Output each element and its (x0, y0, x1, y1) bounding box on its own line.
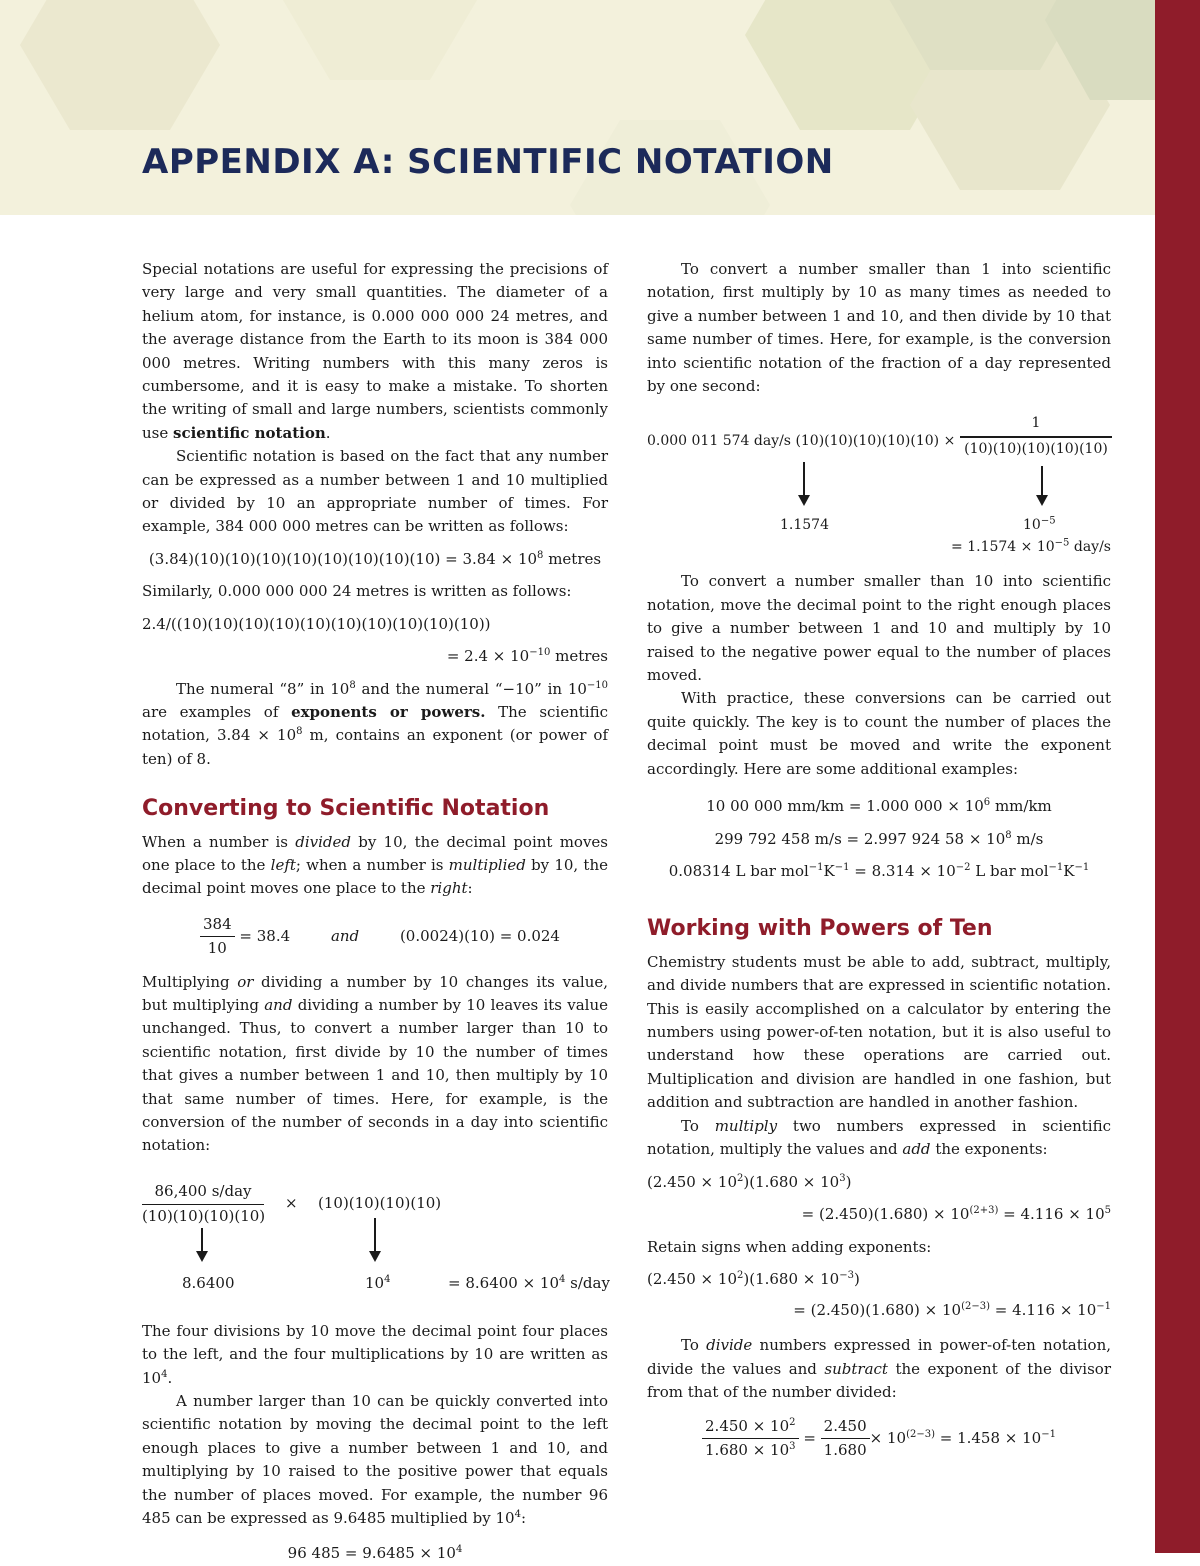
text: The scientific notation, 3.84 × 10 (142, 702, 608, 745)
denominator (702, 1439, 799, 1462)
paragraph: Chemistry students must be able to add, subtract, multiply, and divide numbers that are expressed in scientific notation. This is easily accomplished on a calculator by entering the numbers using power-of-ten notation, but it is also useful to understand how these operations are carried out. Multiplication and division are handled in one fashion, but addition and subtraction are handled in another fashion. (647, 952, 1111, 1112)
fraction-bar (142, 1204, 264, 1205)
text: = 1.458 × 10 (934, 1428, 1042, 1447)
exponent: 8 (349, 679, 356, 691)
fraction (702, 1415, 799, 1463)
text: = 8.314 × 10 (849, 861, 956, 880)
result-value: 8.6400 (182, 1273, 235, 1292)
text: × 10 (869, 1428, 907, 1447)
paragraph (142, 831, 608, 901)
exponent: 5 (1104, 1204, 1111, 1216)
italic-term: and (264, 995, 293, 1014)
equation (142, 645, 608, 668)
italic-term: right (430, 879, 468, 898)
text: ) (853, 1269, 860, 1288)
italic-term: or (237, 972, 254, 991)
division-equation (647, 1415, 1111, 1463)
bold-term: scientific notation (173, 423, 326, 442)
text: The four divisions by 10 move the decimal point four places to the left, and the four multiplications by 10 are written as 10 (142, 1321, 608, 1387)
text: the exponents: (930, 1139, 1048, 1158)
text: dividing a number by 10 leaves its value unchanged. Thus, to convert a number larger than 10 to scientific notation, first divide by 10 the number of times that gives a number between 1 and 10, then multiply by 10 that same number of times. Here, for example, is the conversion of the number of seconds in a day into scientific notation: (142, 995, 608, 1155)
example-equation (647, 828, 1111, 851)
text: = 4.116 × 10 (990, 1301, 1097, 1319)
exponent: −1 (834, 861, 850, 873)
text: = (2.450)(1.680) × 10 (801, 1204, 970, 1223)
text: Multiplying (142, 972, 238, 991)
paragraph: Retain signs when adding exponents: (647, 1238, 932, 1257)
fraction (960, 412, 1112, 461)
bold-term: exponents or powers. (291, 702, 486, 721)
text: = 1.1574 × 10 (951, 539, 1055, 556)
paragraph: Similarly, 0.000 000 000 24 metres is written as follows: (142, 582, 572, 601)
left-expression: 0.000 011 574 day/s (10)(10)(10)(10)(10) × (647, 433, 956, 450)
result-equation (951, 536, 1111, 559)
exponent: −10 (529, 647, 551, 659)
text: (2.450 × 10 (647, 1269, 737, 1288)
result-power (1023, 514, 1056, 537)
text: = (2.450)(1.680) × 10 (793, 1301, 962, 1319)
paragraph (647, 1115, 1111, 1162)
times-sign: × (285, 1193, 298, 1212)
italic-term: divided (295, 832, 351, 851)
result-power (365, 1272, 390, 1295)
numerator: 86,400 s/day (154, 1181, 252, 1200)
paragraph (142, 678, 608, 772)
down-arrow-icon (1036, 466, 1048, 506)
text: numbers expressed in power-of-ten notation, divide the values and (647, 1336, 1111, 1378)
right-column (647, 258, 1111, 1462)
text: mm/km (990, 797, 1052, 816)
text: To (681, 1116, 715, 1135)
text: K (1063, 861, 1075, 880)
text: 96 485 = 9.6485 × 10 (287, 1544, 456, 1563)
exponent: 3 (839, 1173, 846, 1185)
text: 10 (365, 1273, 385, 1292)
exponent: (2+3) (969, 1204, 999, 1216)
text: The numeral “8” in 10 (176, 679, 350, 698)
text: . (167, 1368, 173, 1387)
text: = 4.116 × 10 (998, 1204, 1105, 1223)
text: ) (845, 1173, 852, 1192)
exponent: (2−3) (906, 1428, 935, 1440)
italic-term: and (330, 926, 360, 945)
paragraph: With practice, these conversions can be carried out quite quickly. The key is to count the number of places the decimal point must be moved and write the exponent accordingly. Here are some additional examples: (647, 689, 1111, 778)
result-equation (448, 1272, 610, 1295)
text: and the numeral “−10” in 10 (355, 679, 587, 698)
left-column (142, 258, 608, 1566)
exponent: 3 (789, 1441, 796, 1453)
text: = 8.6400 × 10 (448, 1273, 560, 1292)
italic-term: subtract (824, 1359, 888, 1378)
down-arrow-icon (196, 1228, 208, 1262)
fraction-bar (960, 436, 1112, 437)
text: the exponent of the divisor from that of the number divided: (647, 1359, 1111, 1402)
text: Special notations are useful for expressing the precisions of very large and very small quantities. The diameter of a helium atom, for instance, is 0.000 000 000 24 metres, and the average distance from the Earth to its moon is 384 000 000 metres. Writing numbers with this many zeros is cumbersome, and it is easy to make a mistake. To shorten the writing of small and large numbers, scientists commonly use (142, 260, 608, 442)
denominator: 10 (207, 939, 227, 958)
italic-term: multiplied (448, 855, 526, 874)
fraction (200, 913, 235, 961)
text: 299 792 458 m/s = 2.997 924 58 × 10 (714, 829, 1006, 848)
exponent: −5 (1054, 537, 1070, 549)
text: metres (543, 549, 602, 568)
numerator (702, 1415, 799, 1439)
exponent: 6 (983, 797, 991, 809)
conversion-diagram (142, 1172, 608, 1320)
text: m, contains an exponent (or power of ten) of 8. (142, 726, 608, 768)
paragraph: Scientific notation is based on the fact that any number can be expressed as a number between 1 and 10 multiplied or divided by 10 an appropriate number of times. For example, 384 000 000 metres can be written as follows: (142, 447, 608, 536)
exponent: −1 (1041, 1428, 1056, 1440)
paragraph (142, 971, 608, 1158)
paragraph (647, 1334, 1111, 1404)
exponent: (2−3) (961, 1301, 990, 1312)
paragraph: To convert a number smaller than 10 into scientific notation, move the decimal point to the right enough places to give a number between 1 and 10 and multiply by 10 raised to the negative power equal to the number of places moved. (647, 572, 1111, 685)
text: )(1.680 × 10 (743, 1173, 840, 1192)
text: ; when a number is (295, 855, 449, 874)
numerator: 384 (200, 913, 235, 937)
side-color-bar (1155, 0, 1200, 1553)
text: two numbers expressed in scientific notation, multiply the values and (647, 1116, 1111, 1158)
paragraph (142, 258, 608, 445)
text: : (520, 1509, 527, 1528)
section-heading: Converting to Scientific Notation (142, 796, 550, 822)
exponent: 8 (296, 726, 303, 738)
text: m/s (1011, 829, 1044, 848)
text: 1.680 × 10 (705, 1441, 790, 1460)
text: (0.0024)(10) = 0.024 (399, 926, 560, 945)
equation: 2.4/((10)(10)(10)(10)(10)(10)(10)(10)(10)(10)) (142, 614, 491, 633)
exponent: 4 (384, 1273, 391, 1285)
equation (647, 1203, 1111, 1226)
text: day/s (1069, 539, 1111, 556)
text: )(1.680 × 10 (743, 1269, 840, 1288)
numerator: 1 (1031, 415, 1041, 432)
example-equation (647, 795, 1111, 818)
exponent: 8 (537, 549, 544, 561)
text: (3.84)(10)(10)(10)(10)(10)(10)(10)(10) = 3.84 × 10 (148, 549, 538, 568)
fraction (142, 1180, 264, 1229)
exponent: −10 (586, 679, 609, 691)
exponent: 2 (737, 1269, 744, 1281)
paragraph: To convert a number smaller than 1 into scientific notation, first multiply by 10 as many times as needed to give a number between 1 and 10, and then divide by 10 that same number of times. Here, for example, is the conversion into scientific notation of the fraction of a day represented by one second: (647, 260, 1111, 396)
page-title: APPENDIX A: SCIENTIFIC NOTATION (142, 142, 834, 182)
text: = 38.4 (239, 926, 291, 945)
exponent: 8 (1005, 829, 1012, 841)
fraction (821, 1415, 870, 1463)
italic-term: add (902, 1139, 931, 1158)
hexagon (280, 0, 480, 80)
denominator: (10)(10)(10)(10)(10) (964, 440, 1108, 457)
text: are examples of (142, 702, 292, 721)
paragraph (142, 1320, 608, 1390)
exponent: −1 (1096, 1301, 1111, 1312)
example-equation (647, 860, 1111, 883)
italic-term: multiply (714, 1116, 778, 1135)
equation (142, 548, 608, 571)
exponent: −5 (1040, 515, 1056, 527)
text: To (681, 1336, 707, 1355)
result-value: 1.1574 (780, 517, 829, 534)
italic-term: left (270, 855, 296, 874)
text: L bar mol (970, 861, 1049, 880)
denominator: 1.680 (823, 1441, 867, 1460)
exponent: −1 (1048, 861, 1064, 873)
text: by 10, the decimal point moves one place to the (142, 855, 608, 898)
exponent: −3 (839, 1269, 854, 1281)
exponent: −2 (955, 861, 971, 873)
text: s/day (565, 1273, 610, 1292)
down-arrow-icon (798, 462, 810, 506)
exponent: 4 (455, 1544, 463, 1556)
equation (142, 1542, 608, 1565)
text: 10 (1023, 517, 1041, 534)
exponent: 2 (737, 1173, 744, 1185)
denominator: (10)(10)(10)(10) (142, 1207, 266, 1226)
exponent: 4 (514, 1509, 521, 1521)
section-heading: Working with Powers of Ten (647, 916, 993, 942)
text: (2.450 × 10 (647, 1173, 737, 1192)
text: K (823, 861, 835, 880)
multiplier: (10)(10)(10)(10) (318, 1193, 442, 1212)
exponent: −1 (1074, 861, 1090, 873)
text: A number larger than 10 can be quickly converted into scientific notation by moving the decimal point to the left enough places to give a number between 1 and 10, and multiplying by 10 raised to the positive power that equals the number of places moved. For example, the number 96 485 can be expressed as 9.6485 multiplied by 10 (142, 1392, 608, 1528)
exponent: 2 (789, 1416, 796, 1428)
equation (647, 1171, 1111, 1194)
text: metres (550, 647, 608, 666)
italic-term: divide (706, 1336, 753, 1355)
down-arrow-icon (369, 1218, 381, 1262)
text: 10 00 000 mm/km = 1.000 000 × 10 (706, 797, 984, 816)
paragraph (142, 1390, 608, 1530)
exponent: −1 (808, 861, 824, 873)
exponent: 4 (559, 1273, 566, 1285)
equation (647, 1299, 1111, 1322)
text: by 10, the decimal point moves one place to the (142, 832, 608, 874)
text: . (325, 423, 331, 442)
text: When a number is (142, 832, 296, 851)
equation (647, 1268, 1111, 1291)
text: = 2.4 × 10 (446, 647, 530, 666)
text: 2.450 × 10 (705, 1416, 790, 1435)
conversion-diagram (647, 412, 1111, 560)
numerator: 2.450 (821, 1415, 870, 1439)
hexagon-pattern (0, 0, 1155, 215)
equation-fraction (200, 913, 608, 961)
exponent: 4 (161, 1368, 168, 1380)
hexagon (20, 0, 220, 130)
text: 0.08314 L bar mol (668, 861, 809, 880)
header-band (0, 0, 1155, 215)
equals-sign: = (803, 1428, 816, 1447)
text: dividing a number by 10 changes its value, but multiplying (142, 972, 609, 1014)
text: : (467, 879, 473, 898)
